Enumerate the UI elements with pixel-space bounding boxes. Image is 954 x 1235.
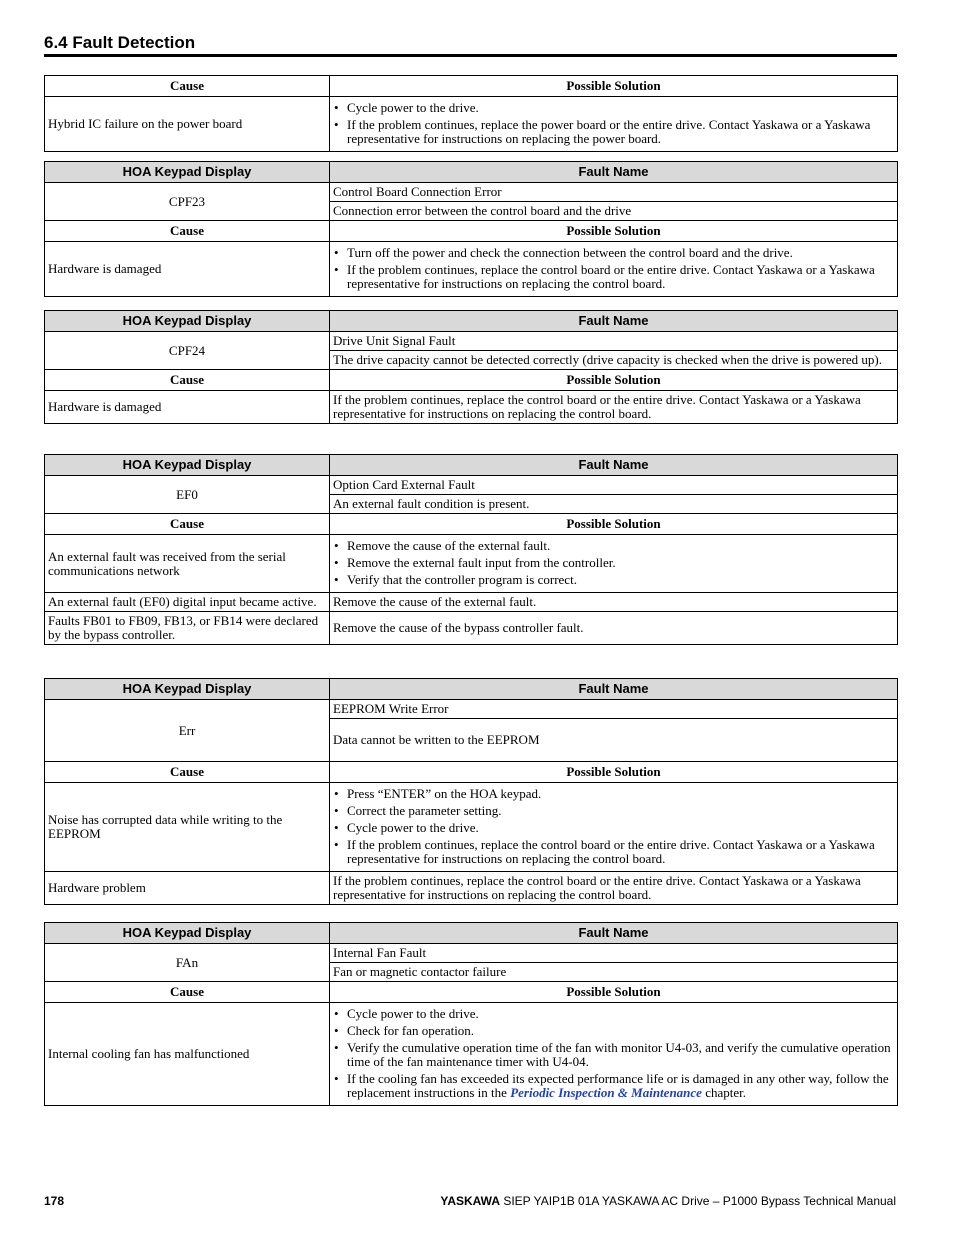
solution-item: • Press “ENTER” on the HOA keypad. xyxy=(333,787,894,801)
table-row xyxy=(45,535,898,593)
solution-item: • Remove the external fault input from the controller. xyxy=(333,556,894,570)
cause-cell: Noise has corrupted data while writing to the EEPROM xyxy=(45,783,330,872)
fault-name: Control Board Connection Error xyxy=(330,183,898,202)
cause-cell: Hardware is damaged xyxy=(45,391,330,424)
periodic-inspection-link[interactable]: Periodic Inspection & Maintenance xyxy=(510,1085,702,1100)
solution-cell xyxy=(330,1003,898,1106)
cause-header: Cause xyxy=(45,370,330,391)
solution-cell: If the problem continues, replace the control board or the entire drive. Contact Yaskawa or a Yaskawa representative for instructions on replacing the control board. xyxy=(330,391,898,424)
solution-header: Possible Solution xyxy=(330,221,898,242)
fault-code: CPF24 xyxy=(45,332,330,370)
table-row xyxy=(45,1003,898,1106)
fault-table-ef0 xyxy=(44,454,898,645)
cause-header: Cause xyxy=(45,76,330,97)
fault-name-header: Fault Name xyxy=(330,311,898,332)
hoa-display-header: HOA Keypad Display xyxy=(45,923,330,944)
fault-name-header: Fault Name xyxy=(330,162,898,183)
header-rule xyxy=(44,54,897,57)
cause-cell: Hardware is damaged xyxy=(45,242,330,297)
fault-name-header: Fault Name xyxy=(330,455,898,476)
fault-name-header: Fault Name xyxy=(330,923,898,944)
solution-item: • Check for fan operation. xyxy=(333,1024,894,1038)
cause-cell: An external fault was received from the serial communications network xyxy=(45,535,330,593)
solution-text: If the cooling fan has exceeded its expected performance life or is damaged in any other way, follow the replacement instructions in the xyxy=(347,1071,889,1100)
cause-cell: An external fault (EF0) digital input became active. xyxy=(45,593,330,612)
solution-item: • Verify that the controller program is correct. xyxy=(333,573,894,587)
solution-header: Possible Solution xyxy=(330,370,898,391)
cause-header: Cause xyxy=(45,221,330,242)
page-number: 178 xyxy=(44,1194,65,1208)
solution-cell: Remove the cause of the external fault. xyxy=(330,593,898,612)
solution-header: Possible Solution xyxy=(330,982,898,1003)
solution-item: • If the problem continues, replace the power board or the entire drive. Contact Yaskawa or a Yaskawa representative for instructions on replacing the power board. xyxy=(333,118,894,146)
solution-item: • If the problem continues, replace the control board or the entire drive. Contact Yaskawa or a Yaskawa representative for instructions on replacing the control board. xyxy=(333,838,894,866)
fault-name: Drive Unit Signal Fault xyxy=(330,332,898,351)
fault-description: Connection error between the control board and the drive xyxy=(330,202,898,221)
hoa-display-header: HOA Keypad Display xyxy=(45,162,330,183)
hoa-display-header: HOA Keypad Display xyxy=(45,311,330,332)
fault-name: Internal Fan Fault xyxy=(330,944,898,963)
fault-table-fan xyxy=(44,922,898,1106)
fault-description: Data cannot be written to the EEPROM xyxy=(330,719,898,762)
cause-header: Cause xyxy=(45,982,330,1003)
footer-manual: SIEP YAIP1B 01A YASKAWA AC Drive – P1000 Bypass Technical Manual xyxy=(500,1194,896,1208)
hoa-display-header: HOA Keypad Display xyxy=(45,679,330,700)
solution-cell xyxy=(330,783,898,872)
fault-code: EF0 xyxy=(45,476,330,514)
solution-text: chapter. xyxy=(701,1085,746,1100)
footer-manual-title xyxy=(440,1194,896,1208)
fault-name-header: Fault Name xyxy=(330,679,898,700)
fault-table-cpf23 xyxy=(44,161,898,297)
fault-code: FAn xyxy=(45,944,330,982)
solution-item: • Cycle power to the drive. xyxy=(333,821,894,835)
table-row xyxy=(45,391,898,424)
solution-header: Possible Solution xyxy=(330,514,898,535)
table-row xyxy=(45,242,898,297)
footer-brand: YASKAWA xyxy=(440,1194,500,1208)
fault-name: EEPROM Write Error xyxy=(330,700,898,719)
solution-item: • Turn off the power and check the connection between the control board and the drive. xyxy=(333,246,894,260)
solution-item: • Remove the cause of the external fault. xyxy=(333,539,894,553)
cause-header: Cause xyxy=(45,514,330,535)
solution-cell xyxy=(330,242,898,297)
cause-cell: Hardware problem xyxy=(45,872,330,905)
solution-item: • Cycle power to the drive. xyxy=(333,1007,894,1021)
solution-item xyxy=(333,1072,894,1100)
table-row xyxy=(45,783,898,872)
cause-cell: Hybrid IC failure on the power board xyxy=(45,97,330,152)
fault-table-cpf24 xyxy=(44,310,898,424)
table-row xyxy=(45,593,898,612)
table-row xyxy=(45,612,898,645)
solution-item: • If the problem continues, replace the control board or the entire drive. Contact Yaskawa or a Yaskawa representative for instructions on replacing the control board. xyxy=(333,263,894,291)
table-row xyxy=(45,97,898,152)
cause-header: Cause xyxy=(45,762,330,783)
table-row xyxy=(45,872,898,905)
fault-description: An external fault condition is present. xyxy=(330,495,898,514)
solution-item: • Cycle power to the drive. xyxy=(333,101,894,115)
solution-header: Possible Solution xyxy=(330,76,898,97)
fault-table-err xyxy=(44,678,898,905)
section-title: 6.4 Fault Detection xyxy=(44,33,196,52)
solution-cell: If the problem continues, replace the control board or the entire drive. Contact Yaskawa or a Yaskawa representative for instructions on replacing the control board. xyxy=(330,872,898,905)
solution-cell xyxy=(330,97,898,152)
solution-item: • Correct the parameter setting. xyxy=(333,804,894,818)
fault-description: The drive capacity cannot be detected correctly (drive capacity is checked when the drive is powered up). xyxy=(330,351,898,370)
fault-name: Option Card External Fault xyxy=(330,476,898,495)
solution-cell: Remove the cause of the bypass controller fault. xyxy=(330,612,898,645)
fault-code: Err xyxy=(45,700,330,762)
solution-item: • Verify the cumulative operation time of the fan with monitor U4-03, and verify the cumulative operation time of the fan maintenance timer with U4-04. xyxy=(333,1041,894,1069)
solution-cell xyxy=(330,535,898,593)
solution-header: Possible Solution xyxy=(330,762,898,783)
cause-cell: Faults FB01 to FB09, FB13, or FB14 were declared by the bypass controller. xyxy=(45,612,330,645)
fault-description: Fan or magnetic contactor failure xyxy=(330,963,898,982)
hoa-display-header: HOA Keypad Display xyxy=(45,455,330,476)
fault-table-continued xyxy=(44,75,898,152)
cause-cell: Internal cooling fan has malfunctioned xyxy=(45,1003,330,1106)
fault-code: CPF23 xyxy=(45,183,330,221)
